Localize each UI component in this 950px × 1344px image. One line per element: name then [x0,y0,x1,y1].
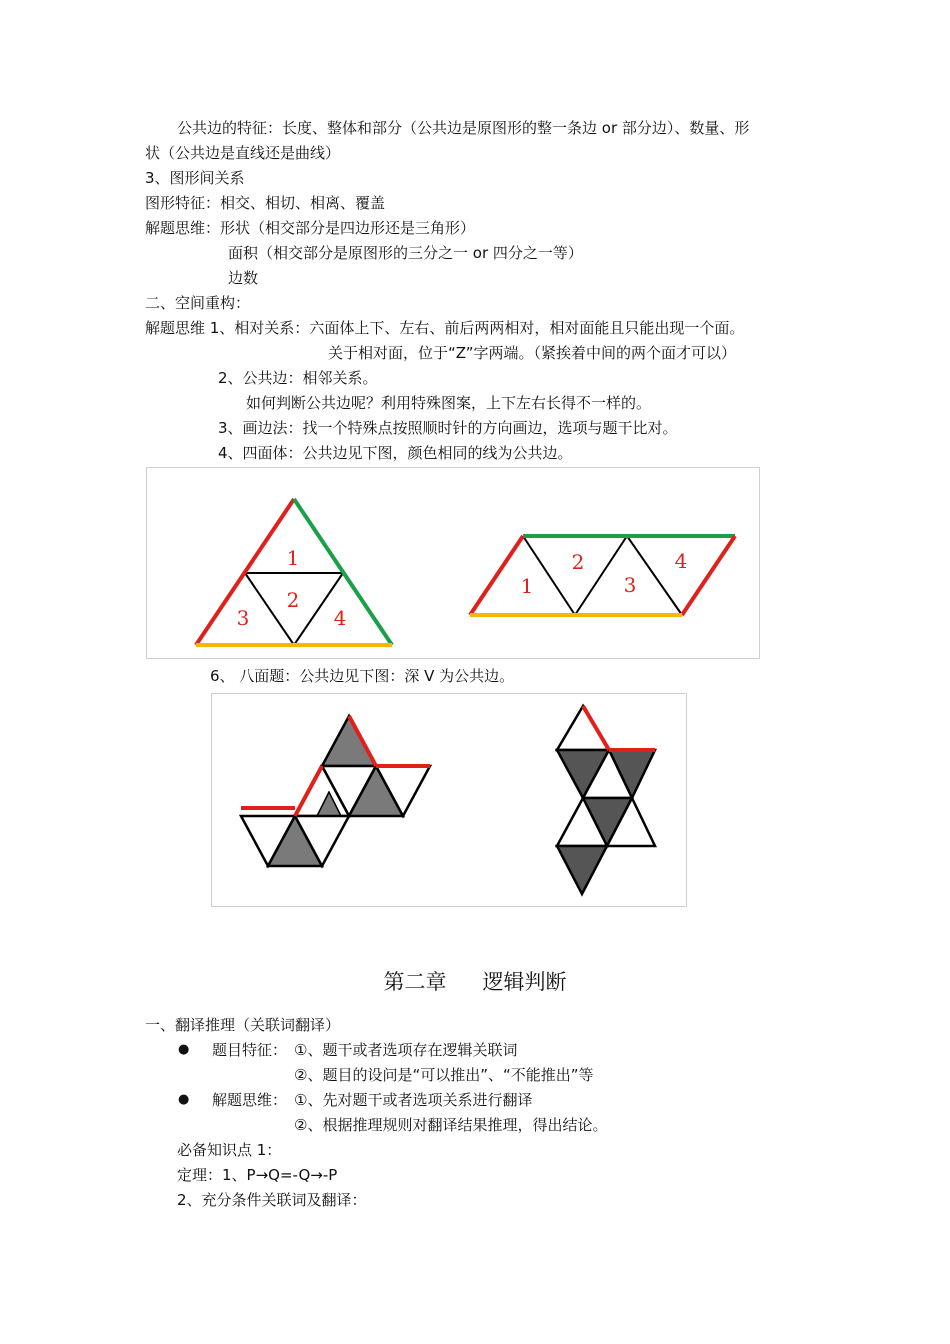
text-line-octahedron: 6、 八面题：公共边见下图：深 V 为公共边。 [210,667,515,685]
tetrahedron-net-svg [147,468,759,658]
parallelogram-label-1: 1 [520,574,534,598]
text-line-solving-shape: 解题思维：形状（相交部分是四边形还是三角形） [145,219,476,237]
triangle-net [196,499,392,645]
parallelogram-net [470,536,735,615]
text-line-figure-features: 图形特征：相交、相切、相离、覆盖 [145,194,386,212]
tetrahedron-net-figure [146,467,760,659]
section-heading-figure-relations: 3、图形间关系 [145,169,245,187]
face-top [322,716,376,766]
text-line-solving-area: 面积（相交部分是原图形的三分之一 or 四分之一等） [228,244,583,262]
red-edge-right [682,536,735,615]
text-line-shared-edge: 2、公共边：相邻关系。 [218,369,378,387]
face-r8 [557,846,607,894]
bullet-2-label: 解题思维： [212,1091,288,1109]
text-line-opposite-faces: 解题思维 1、相对关系：六面体上下、左右、前后两两相对，相对面能且只能出现一个面。 [145,319,745,337]
bullet-1-item-a: ①、题干或者选项存在逻辑关联词 [294,1041,518,1059]
bullet-1: ● [178,1042,190,1057]
red-edge-left [470,536,523,615]
triangle-label-4: 4 [333,606,347,630]
bullet-2: ● [178,1092,190,1107]
octahedron-net-right [557,706,655,894]
triangle-label-3: 3 [236,606,250,630]
text-line-shared-edge-features: 公共边的特征：长度、整体和部分（公共边是原图形的整一条边 or 部分边）、数量、形 [177,119,750,137]
octahedron-net-svg [212,694,686,906]
text-line-judge-shared-edge: 如何判断公共边呢？利用特殊图案，上下左右长得不一样的。 [246,394,652,412]
bullet-1-item-b: ②、题目的设问是“可以推出”、“不能推出”等 [294,1066,594,1084]
bullet-2-item-b: ②、根据推理规则对翻译结果推理，得出结论。 [294,1116,608,1134]
text-line-solving-edges: 边数 [228,269,259,287]
inner-edge-b [575,536,627,615]
triangle-label-1: 1 [286,546,300,570]
triangle-label-2: 2 [286,588,300,612]
bullet-2-item-a: ①、先对题干或者选项关系进行翻译 [294,1091,533,1109]
bullet-1-label: 题目特征： [212,1041,288,1059]
text-line-shape-curve: 状（公共边是直线还是曲线） [145,144,341,162]
parallelogram-label-4: 4 [674,549,688,573]
face-r1 [557,706,609,750]
section-heading-translation-reasoning: 一、翻译推理（关联词翻译） [145,1016,341,1034]
text-line-knowledge-point: 必备知识点 1： [177,1141,282,1159]
chapter-number: 第二章 [383,970,447,994]
parallelogram-label-3: 3 [623,573,637,597]
text-line-theorem: 定理：1、P→Q=-Q→-P [177,1166,338,1184]
octahedron-net-figure [211,693,687,907]
text-line-sufficient-condition: 2、充分条件关联词及翻译： [177,1191,367,1209]
section-heading-spatial-reconstruction: 二、空间重构： [145,294,251,312]
text-line-draw-edge-method: 3、画边法：找一个特殊点按照顺时针的方向画边，选项与题干比对。 [218,419,678,437]
text-line-z-shape: 关于相对面，位于“Z”字两端。（紧挨着中间的两个面才可以） [328,344,737,362]
text-line-tetrahedron: 4、四面体：公共边见下图，颜色相同的线为公共边。 [218,444,573,462]
octahedron-net-left [241,716,430,866]
chapter-name: 逻辑判断 [482,970,567,994]
chapter-title [0,968,950,996]
parallelogram-label-2: 2 [571,550,585,574]
